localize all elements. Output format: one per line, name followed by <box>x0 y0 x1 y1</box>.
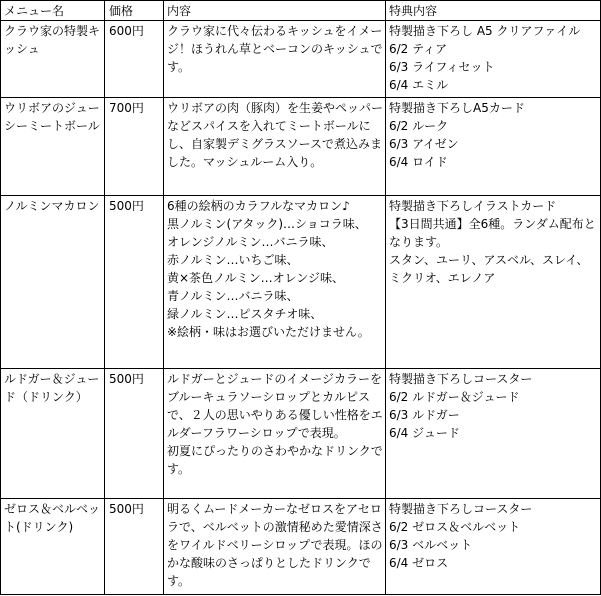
bonus-line: 6/2 ルーク <box>389 119 449 133</box>
header-content: 内容 <box>164 1 386 21</box>
bonus-line: スタン、ユーリ、アスベル、スレイ、ミクリオ、エレノア <box>389 253 589 285</box>
bonus-line: 6/3 ベルベット <box>389 538 473 552</box>
header-price: 価格 <box>105 1 164 21</box>
menu-content: クラウ家に代々伝わるキッシュをイメージ！ほうれん草とベーコンのキッシュです。 <box>164 21 386 98</box>
bonus-line: 6/4 ゼロス <box>389 556 449 570</box>
table-row <box>1 499 601 595</box>
menu-name: ゼロス＆ベルベット(ドリンク) <box>1 499 105 595</box>
menu-price: 500円 <box>105 196 164 369</box>
bonus-content <box>386 98 601 196</box>
menu-price: 500円 <box>105 369 164 499</box>
bonus-line: 特製描き下ろしA5カード <box>389 101 525 115</box>
menu-name: ルドガー＆ジュード（ドリンク） <box>1 369 105 499</box>
menu-name: ウリボアのジューシーミートボール <box>1 98 105 196</box>
bonus-content <box>386 21 601 98</box>
bonus-line: 6/3 アイゼン <box>389 137 459 151</box>
content-line: 黄×茶色ノルミン…オレンジ味、 <box>167 271 344 285</box>
content-line: 初夏にぴったりのさわやかなドリンクです。 <box>167 444 383 476</box>
table-row <box>1 98 601 196</box>
bonus-line: 6/2 ルドガー＆ジュード <box>389 390 520 404</box>
table-row <box>1 369 601 499</box>
bonus-line: 6/4 ジュード <box>389 426 460 440</box>
content-line: ※絵柄・味はお選びいただけません。 <box>167 325 370 339</box>
bonus-content <box>386 499 601 595</box>
bonus-line: 6/2 ゼロス＆ベルベット <box>389 520 521 534</box>
content-line: 6種の絵柄のカラフルなマカロン♪ <box>167 199 350 213</box>
content-line: ルドガーとジュードのイメージカラーをブルーキュラソーシロップとカルピスで、２人の思いやりある優しい性格をエルダーフラワーシロップで表現。 <box>167 372 383 440</box>
header-menu: メニュー名 <box>1 1 105 21</box>
header-bonus: 特典内容 <box>386 1 601 21</box>
bonus-line: 特製描き下ろしイラストカード <box>389 199 557 213</box>
menu-content <box>164 369 386 499</box>
bonus-line: 6/3 ルドガー <box>389 408 460 422</box>
bonus-line: 特製描き下ろしコースター <box>389 372 533 386</box>
menu-name: クラウ家の特製キッシュ <box>1 21 105 98</box>
bonus-line: 6/2 ティア <box>389 42 448 56</box>
menu-price: 500円 <box>105 499 164 595</box>
content-line: 赤ノルミン…いちご味、 <box>167 253 299 267</box>
content-line: 黒ノルミン(アタック)…ショコラ味、 <box>167 217 367 231</box>
menu-name: ノルミンマカロン <box>1 196 105 369</box>
content-line: オレンジノルミン…バニラ味、 <box>167 235 334 249</box>
bonus-line: 特製描き下ろしコースター <box>389 502 533 516</box>
bonus-line: 【3日間共通】全6種。ランダム配布となります。 <box>389 217 596 249</box>
menu-content: ウリボアの肉（豚肉）を生姜やペッパーなどスパイスを入れてミートボールにし、自家製デミグラスソースで煮込みました。マッシュルーム入り。 <box>164 98 386 196</box>
bonus-line: 6/4 ロイド <box>389 155 448 169</box>
menu-content: 明るくムードメーカーなゼロスをアセロラで、ベルベットの激情秘めた愛情深さをワイルドベリーシロップで表現。ほのかな酸味のさっぱりとしたドリンクです。 <box>164 499 386 595</box>
table-header-row <box>1 1 601 21</box>
bonus-content <box>386 369 601 499</box>
menu-price: 700円 <box>105 98 164 196</box>
bonus-line: 6/3 ライフィセット <box>389 60 495 74</box>
table-row <box>1 21 601 98</box>
menu-content <box>164 196 386 369</box>
bonus-line: 特製描き下ろし A5 クリアファイル <box>389 24 581 38</box>
bonus-line: 6/4 エミル <box>389 78 449 92</box>
bonus-content <box>386 196 601 369</box>
menu-price: 600円 <box>105 21 164 98</box>
content-line: 緑ノルミン…ピスタチオ味、 <box>167 307 323 321</box>
table-row <box>1 196 601 369</box>
content-line: 青ノルミン…バニラ味、 <box>167 289 299 303</box>
